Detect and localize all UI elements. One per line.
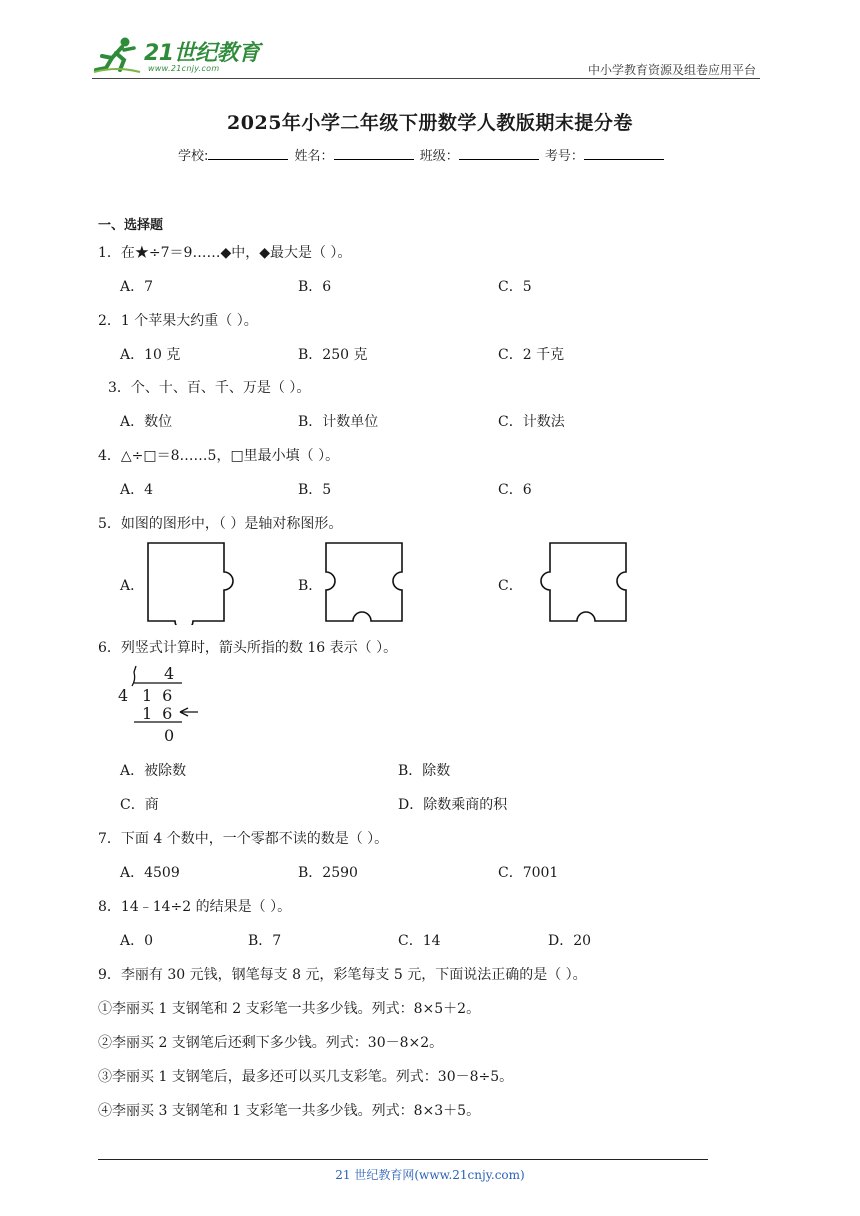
option[interactable]: A．4509	[120, 865, 180, 881]
option[interactable]: C．6	[498, 482, 532, 498]
section-title: 一、选择题	[98, 218, 164, 233]
option[interactable]: B．计数单位	[298, 414, 379, 430]
option[interactable]: A．0	[120, 933, 154, 949]
option[interactable]: A．	[120, 578, 145, 594]
option[interactable]: D．20	[548, 933, 592, 949]
field-name-label: 姓名：	[294, 149, 334, 164]
option[interactable]: B．7	[248, 933, 282, 949]
field-school-blank[interactable]	[208, 145, 288, 160]
question-stem: 6．列竖式计算时，箭头所指的数 16 表示（ ）。	[98, 640, 398, 656]
question-stem: 8．14﹣14÷2 的结果是（ ）。	[98, 899, 292, 915]
question-stem: 5．如图的图形中，（ ）是轴对称图形。	[98, 516, 343, 532]
quotient: 4	[164, 664, 175, 683]
divisor: 4	[118, 686, 129, 705]
footer-divider	[98, 1159, 708, 1160]
question-stem: 4．△÷□＝8……5，□里最小填（ ）。	[98, 448, 340, 464]
runner-icon	[92, 36, 142, 76]
product: 16	[142, 704, 183, 723]
logo-url: www.21cnjy.com	[148, 64, 220, 73]
option[interactable]: A．4	[120, 482, 154, 498]
puzzle-shape-b	[322, 541, 412, 625]
question-stem: 2．1 个苹果大约重（ ）。	[98, 313, 258, 329]
field-number-blank[interactable]	[584, 145, 664, 160]
question-stem: 7．下面 4 个数中，一个零都不读的数是（ ）。	[98, 831, 389, 847]
option[interactable]: C．7001	[498, 865, 559, 881]
field-class-blank[interactable]	[459, 145, 539, 160]
option[interactable]: B．6	[298, 279, 332, 295]
statement[interactable]: ③李丽买 1 支钢笔后，最多还可以买几支彩笔。列式：30－8÷5。	[98, 1069, 514, 1085]
field-number-label: 考号：	[544, 149, 584, 164]
option[interactable]: A．10 克	[120, 347, 181, 363]
option[interactable]: B．5	[298, 482, 332, 498]
puzzle-shape-a	[144, 541, 254, 625]
long-division-diagram	[112, 662, 212, 748]
dividend: 16	[142, 686, 183, 705]
header-divider	[92, 78, 760, 79]
option[interactable]: D．除数乘商的积	[398, 797, 508, 813]
question-stem: 3．个、十、百、千、万是（ ）。	[108, 380, 311, 396]
option[interactable]: A．被除数	[120, 763, 187, 779]
statement[interactable]: ②李丽买 2 支钢笔后还剩下多少钱。列式：30－8×2。	[98, 1035, 444, 1051]
statement[interactable]: ④李丽买 3 支钢笔和 1 支彩笔一共多少钱。列式：8×3＋5。	[98, 1103, 481, 1119]
option[interactable]: B．除数	[398, 763, 451, 779]
option[interactable]: C．	[498, 578, 523, 594]
platform-name: 中小学教育资源及组卷应用平台	[587, 63, 756, 77]
option[interactable]: A．7	[120, 279, 154, 295]
option[interactable]: C．14	[398, 933, 441, 949]
logo	[92, 34, 262, 78]
logo-text: 21世纪教育	[144, 41, 260, 66]
question-stem: 9．李丽有 30 元钱，钢笔每支 8 元，彩笔每支 5 元，下面说法正确的是（ ）。	[98, 967, 587, 983]
remainder: 0	[164, 726, 175, 745]
field-class-label: 班级：	[419, 149, 459, 164]
question-stem: 1．在★÷7＝9……◆中，◆最大是（ ）。	[98, 245, 352, 261]
option[interactable]: B．2590	[298, 865, 358, 881]
option[interactable]: B．250 克	[298, 347, 368, 363]
page-title: 2025年小学二年级下册数学人教版期末提分卷	[227, 112, 633, 134]
puzzle-shape-c	[522, 541, 632, 625]
statement[interactable]: ①李丽买 1 支钢笔和 2 支彩笔一共多少钱。列式：8×5＋2。	[98, 1001, 481, 1017]
student-info-fields	[178, 145, 666, 164]
footer-text[interactable]: 21 世纪教育网(www.21cnjy.com)	[335, 1168, 525, 1182]
option[interactable]: C．2 千克	[498, 347, 565, 363]
option[interactable]: C．计数法	[498, 414, 565, 430]
option[interactable]: B．	[298, 578, 323, 594]
option[interactable]: A．数位	[120, 414, 173, 430]
option[interactable]: C．5	[498, 279, 532, 295]
option[interactable]: C．商	[120, 797, 159, 813]
field-school-label: 学校:	[178, 149, 209, 164]
field-name-blank[interactable]	[334, 145, 414, 160]
